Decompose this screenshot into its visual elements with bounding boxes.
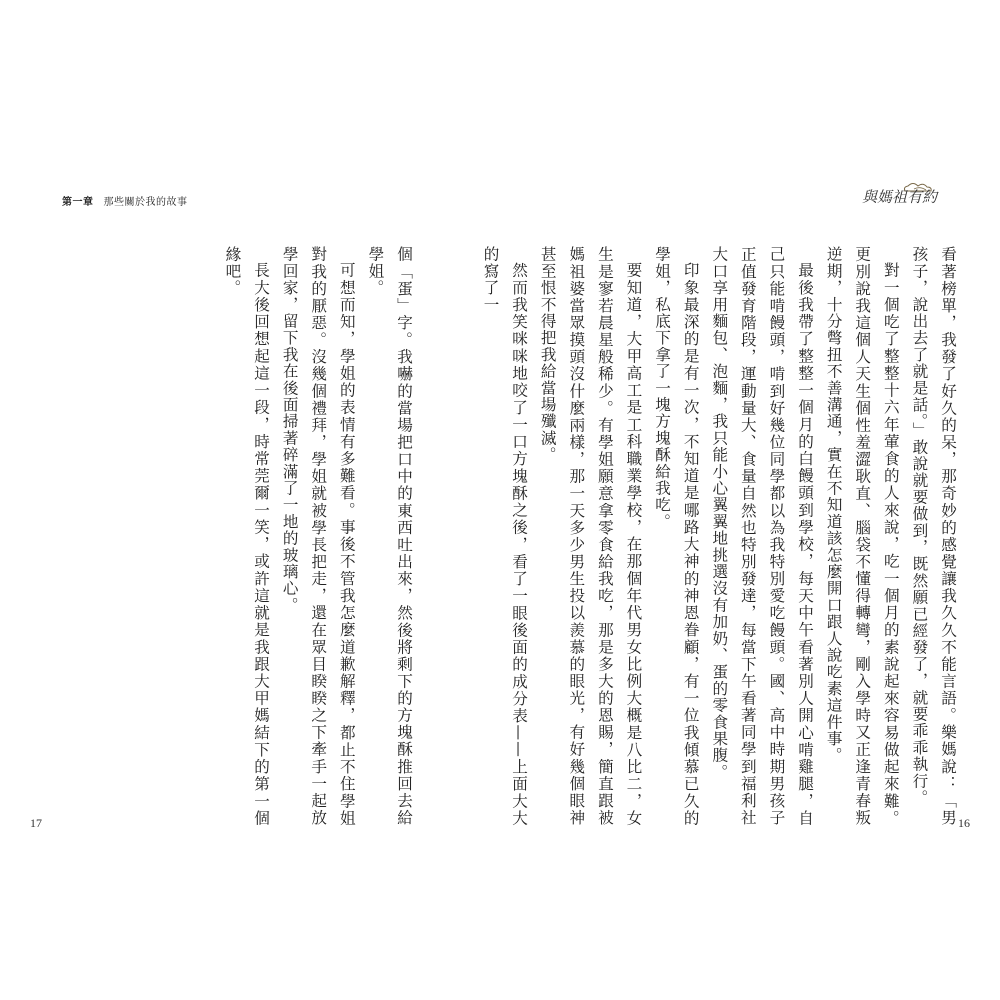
paragraph: 要知道，大甲高工是工科職業學校，在那個年代男女比例大概是八比二，女生是寥若晨星般稀少。有學姐願意拿零食給我吃，那是多大的恩賜，簡直跟被媽祖婆當眾摸頭沒什麼兩樣，那一天多少男生投以羨慕的眼光，有好幾個眼神甚至恨不得把我給當場殲滅。 — [538, 246, 643, 826]
paragraph: 印象最深的是有一次，不知道是哪路大神的神恩眷顧，有一位我傾慕已久的學姐，私底下拿了一塊方塊酥給我吃。 — [653, 246, 700, 826]
paragraph: 個「蛋」字。我嚇的當場把口中的東西吐出來，然後將剩下的方塊酥推回去給學姐。 — [366, 246, 413, 826]
paragraph: 可想而知，學姐的表情有多難看。事後不管我怎麼道歉解釋，都止不住學姐對我的厭惡。沒幾個禮拜，學姐就被學長把走，還在眾目睽睽之下牽手一起放學回家，留下我在後面掃著碎滿了一地的玻璃心。 — [280, 246, 356, 826]
paragraph: 對一個吃了整整十六年葷食的人來說，吃一個月的素說起來容易做起來難。更別說我這個人天生個性羞澀耿直、腦袋不懂得轉彎，剛入學時又正逢青春叛逆期，十分彆扭不善溝通，實在不知道該怎麼開口跟人說吃素這件事。 — [824, 246, 900, 826]
book-logo — [862, 180, 946, 210]
paragraph: 看著榜單，我發了好久的呆，那奇妙的感覺讓我久久不能言語。樂媽說：「男孩子，說出去了就是話。」敢說就要做到，既然願已經發了，就要乖乖執行。 — [910, 246, 957, 826]
chapter-title: 那些關於我的故事 — [103, 197, 188, 208]
paragraph: 長大後回想起這一段，時常莞爾一笑，或許這就是我跟大甲媽結下的第一個緣吧。 — [223, 246, 271, 826]
right-page-text — [481, 246, 962, 826]
paragraph: 然而我笑咪咪地咬了一口方塊酥之後，看了一眼後面的成分表——上面大大的寫了一 — [481, 246, 529, 826]
logo-lettering: 與媽祖有約 — [862, 188, 938, 206]
running-header — [62, 193, 188, 208]
page-number-right: 16 — [958, 816, 970, 830]
chapter-number: 第一章 — [62, 197, 94, 208]
left-page-text — [223, 246, 418, 826]
page-number-left: 17 — [30, 816, 42, 830]
paragraph: 最後我帶了整整一個月的白饅頭到學校，每天中午看著別人開心啃雞腿，自己只能啃饅頭，啃到好幾位同學都以為我特別愛吃饅頭。國、高中時期男孩子正值發育階段，運動量大、食量自然也特別發達，每當下午看著同學到福利社大口享用麵包、泡麵，我只能小心翼翼地挑選沒有加奶、蛋的零食果腹。 — [710, 246, 815, 826]
